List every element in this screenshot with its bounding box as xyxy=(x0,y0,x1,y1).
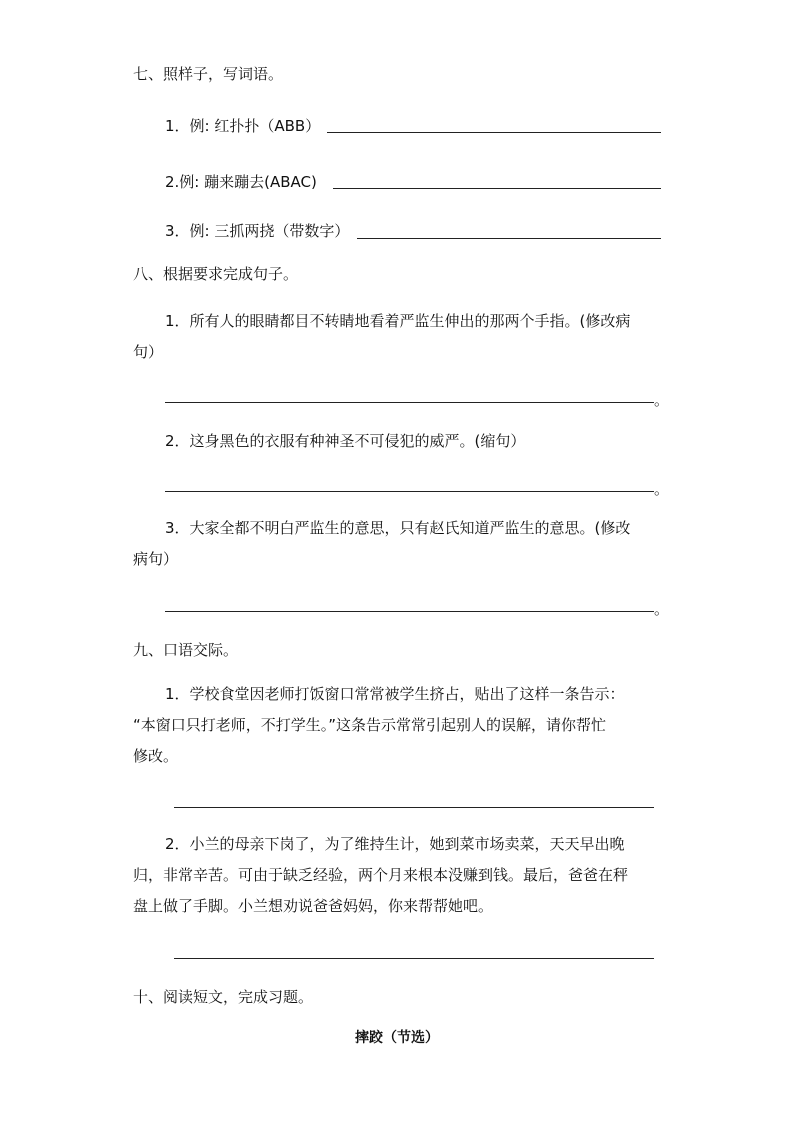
s7-item-2-label: 2.例: 蹦来蹦去(ABAC) xyxy=(165,173,317,191)
passage-title: 摔跤（节选） xyxy=(355,1030,439,1046)
s8-q1-answer-line[interactable] xyxy=(165,402,654,403)
section-7-heading: 七、照样子，写词语。 xyxy=(133,65,284,83)
s7-item-1-label: 1．例: 红扑扑（ABB） xyxy=(165,117,321,135)
s9-q2-text-line2: 归，非常辛苦。可由于缺乏经验，两个月来根本没赚到钱。最后，爸爸在秤 xyxy=(133,866,629,884)
s8-q2-end-mark: 。 xyxy=(654,480,670,498)
section-8-heading: 八、根据要求完成句子。 xyxy=(133,265,299,283)
s8-q3-answer-line[interactable] xyxy=(165,611,654,612)
s8-q1-end-mark: 。 xyxy=(654,391,670,409)
s7-item-3-label: 3．例: 三抓两挠（带数字） xyxy=(165,222,350,240)
s7-item-3-answer-line[interactable] xyxy=(357,238,661,239)
s7-item-1-answer-line[interactable] xyxy=(327,132,661,133)
s8-q1-text-line2: 句） xyxy=(133,343,164,361)
s8-q3-text-line2: 病句） xyxy=(133,550,179,568)
section-10-heading: 十、阅读短文，完成习题。 xyxy=(133,988,314,1006)
section-9-heading: 九、口语交际。 xyxy=(133,641,239,659)
s8-q3-text-line1: 3．大家全都不明白严监生的意思，只有赵氏知道严监生的意思。(修改 xyxy=(165,519,631,537)
s8-q3-end-mark: 。 xyxy=(654,600,670,618)
s9-q2-text-line1: 2．小兰的母亲下岗了，为了维持生计，她到菜市场卖菜，天天早出晚 xyxy=(165,835,625,853)
s9-q1-text-line2: “本窗口只打老师，不打学生。”这条告示常常引起别人的误解，请你帮忙 xyxy=(133,716,607,734)
s8-q1-text-line1: 1．所有人的眼睛都目不转睛地看着严监生伸出的那两个手指。(修改病 xyxy=(165,312,631,330)
s7-item-2-answer-line[interactable] xyxy=(333,188,661,189)
s9-q1-text-line3: 修改。 xyxy=(133,747,179,765)
s9-q1-answer-line[interactable] xyxy=(174,807,654,808)
s9-q2-answer-line[interactable] xyxy=(174,958,654,959)
s8-q2-text: 2．这身黑色的衣服有种神圣不可侵犯的威严。(缩句） xyxy=(165,432,526,450)
s8-q2-answer-line[interactable] xyxy=(165,491,654,492)
s9-q2-text-line3: 盘上做了手脚。小兰想劝说爸爸妈妈，你来帮帮她吧。 xyxy=(133,897,494,915)
s9-q1-text-line1: 1．学校食堂因老师打饭窗口常常被学生挤占，贴出了这样一条告示： xyxy=(165,685,625,703)
